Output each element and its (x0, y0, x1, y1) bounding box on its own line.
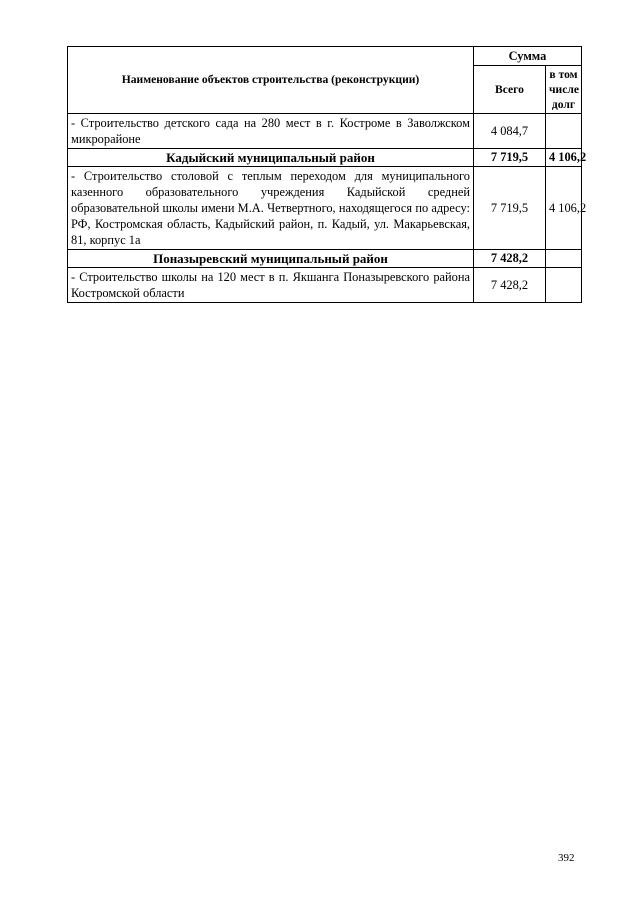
district-group-row (68, 250, 582, 268)
column-header-total: Всего (474, 66, 546, 114)
district-group-row (68, 149, 582, 167)
column-header-debt: в том числе долг (546, 66, 582, 114)
debt-amount (546, 268, 582, 303)
district-name: Кадыйский муниципальный район (68, 149, 474, 167)
column-header-name: Наименование объектов строительства (реконструкции) (68, 47, 474, 114)
object-name: - Строительство столовой с теплым переходом для муниципального казенного образовательного учреждения Кадыйской средней образовательной школы имени М.А. Четвертного, находящегося по адресу: РФ, Костромская область, Кадыйский район, п. Кадый, ул. Макарьевская, 81, корпус 1а (68, 167, 474, 250)
total-amount: 7 428,2 (474, 268, 546, 303)
table-row (68, 167, 582, 250)
table-row (68, 268, 582, 303)
table-row (68, 114, 582, 149)
district-debt: 4 106,2 (546, 149, 582, 167)
district-total: 7 719,5 (474, 149, 546, 167)
debt-amount (546, 114, 582, 149)
column-header-sum: Сумма (474, 47, 582, 66)
total-amount: 7 719,5 (474, 167, 546, 250)
page-number: 392 (558, 852, 575, 864)
district-name: Поназыревский муниципальный район (68, 250, 474, 268)
object-name: - Строительство школы на 120 мест в п. Якшанга Поназыревского района Костромской области (68, 268, 474, 303)
district-total: 7 428,2 (474, 250, 546, 268)
total-amount: 4 084,7 (474, 114, 546, 149)
debt-amount: 4 106,2 (546, 167, 582, 250)
district-debt (546, 250, 582, 268)
object-name: - Строительство детского сада на 280 мест в г. Костроме в Заволжском микрорайоне (68, 114, 474, 149)
construction-objects-table (67, 46, 587, 303)
